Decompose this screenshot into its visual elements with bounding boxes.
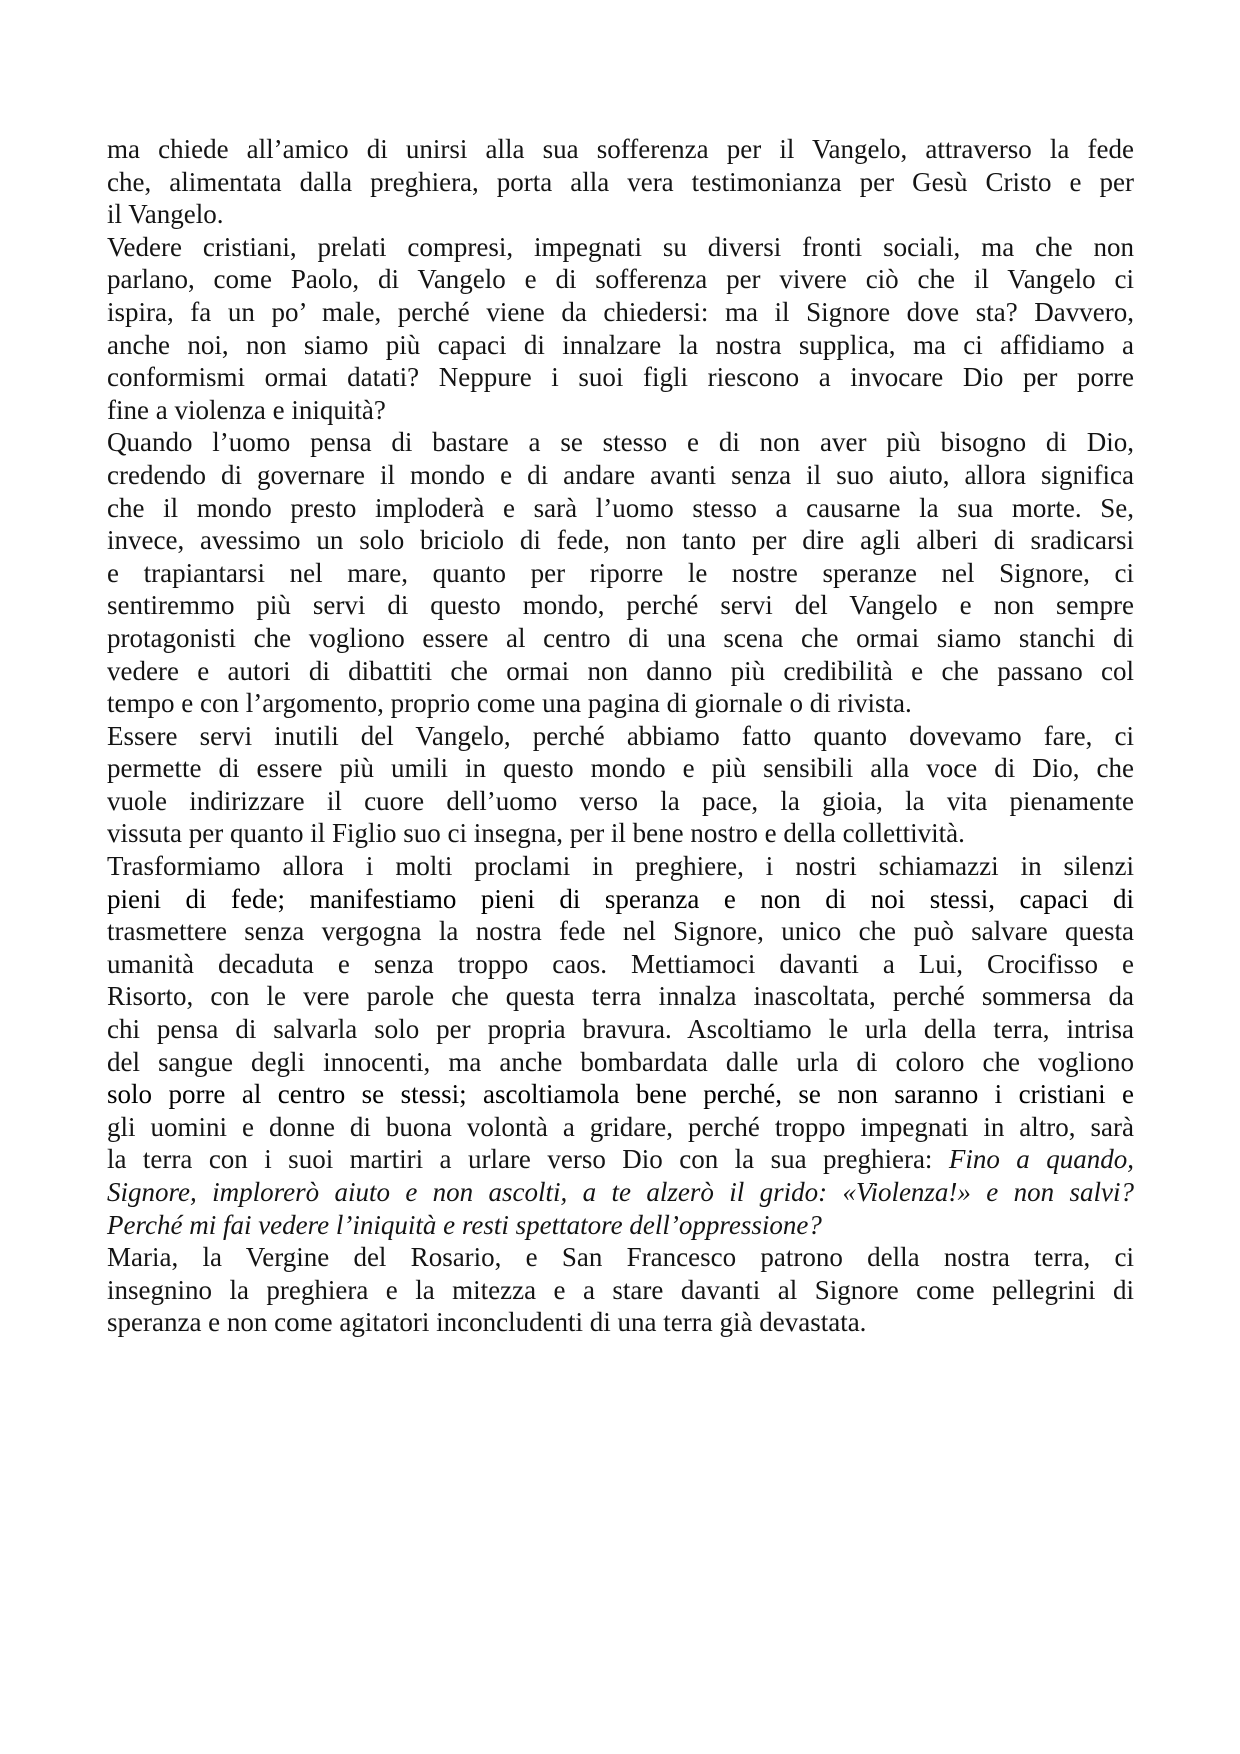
text-line: permette di essere più umili in questo mondo e più sensibili alla voce di Dio, che (107, 753, 1134, 784)
text-line: ispira, fa un po’ male, perché viene da chiedersi: ma il Signore dove sta? Davvero, (107, 296, 1134, 327)
paragraph (107, 231, 1134, 427)
text-line: Vedere cristiani, prelati compresi, impegnati su diversi fronti sociali, ma che non (107, 231, 1134, 262)
text-line: insegnino la preghiera e la mitezza e a stare davanti al Signore come pellegrini di (107, 1274, 1134, 1305)
text-line: fine a violenza e iniquità? (107, 394, 386, 425)
text-roman: la terra con i suoi martiri a urlare verso Dio con la sua preghiera: (107, 1144, 949, 1175)
text-line: Trasformiamo allora i molti proclami in preghiere, i nostri schiamazzi in silenzi (107, 851, 1134, 882)
text-line-mixed (107, 1143, 1134, 1176)
text-line: Maria, la Vergine del Rosario, e San Francesco patrono della nostra terra, ci (107, 1242, 1134, 1273)
paragraph (107, 133, 1134, 231)
text-line: che il mondo presto imploderà e sarà l’uomo stesso a causarne la sua morte. Se, (107, 492, 1134, 523)
text-line: invece, avessimo un solo briciolo di fede, non tanto per dire agli alberi di sradicarsi (107, 525, 1134, 556)
text-line: chi pensa di salvarla solo per propria bravura. Ascoltiamo le urla della terra, intrisa (107, 1014, 1134, 1045)
quote-line: Signore, implorerò aiuto e non ascolti, a te alzerò il grido: «Violenza!» e non salvi? (107, 1177, 1134, 1207)
text-line: e trapiantarsi nel mare, quanto per riporre le nostre speranze nel Signore, ci (107, 557, 1134, 588)
text-line: vedere e autori di dibattiti che ormai non danno più credibilità e che passano col (107, 655, 1134, 686)
text-line: sentiremmo più servi di questo mondo, perché servi del Vangelo e non sempre (107, 590, 1134, 621)
text-line: anche noi, non siamo più capaci di innalzare la nostra supplica, ma ci affidiamo a (107, 329, 1134, 360)
text-line: solo porre al centro se stessi; ascoltiamola bene perché, se non saranno i cristiani e (107, 1079, 1134, 1110)
text-line: Risorto, con le vere parole che questa terra innalza inascoltata, perché sommersa da (107, 981, 1134, 1012)
paragraph (107, 426, 1134, 719)
text-line: Quando l’uomo pensa di bastare a se stesso e di non aver più bisogno di Dio, (107, 427, 1134, 458)
text-line: che, alimentata dalla preghiera, porta alla vera testimonianza per Gesù Cristo e per (107, 166, 1134, 197)
quote-italic: Fino a quando, (948, 1144, 1134, 1175)
text-line: trasmettere senza vergogna la nostra fede nel Signore, unico che può salvare questa (107, 916, 1134, 947)
paragraph (107, 720, 1134, 850)
text-line: tempo e con l’argomento, proprio come una pagina di giornale o di rivista. (107, 688, 912, 719)
text-line: protagonisti che vogliono essere al centro di una scena che ormai siamo stanchi di (107, 622, 1134, 653)
quote-line: Perché mi fai vedere l’iniquità e resti spettatore dell’oppressione? (107, 1209, 822, 1240)
text-line: speranza e non come agitatori inconcludenti di una terra già devastata. (107, 1307, 867, 1338)
text-line: umanità decaduta e senza troppo caos. Mettiamoci davanti a Lui, Crocifisso e (107, 948, 1134, 979)
document-page (107, 133, 1134, 1339)
text-line: parlano, come Paolo, di Vangelo e di sofferenza per vivere ciò che il Vangelo ci (107, 264, 1134, 295)
text-line: pieni di fede; manifestiamo pieni di speranza e non di noi stessi, capaci di (107, 883, 1134, 914)
text-line: conformismi ormai datati? Neppure i suoi figli riescono a invocare Dio per porre (107, 362, 1134, 393)
paragraph (107, 850, 1134, 1241)
text-line: vissuta per quanto il Figlio suo ci insegna, per il bene nostro e della collettività. (107, 818, 965, 849)
text-line: del sangue degli innocenti, ma anche bombardata dalle urla di coloro che vogliono (107, 1046, 1134, 1077)
paragraph (107, 1241, 1134, 1339)
text-line: il Vangelo. (107, 199, 224, 230)
text-line: Essere servi inutili del Vangelo, perché abbiamo fatto quanto dovevamo fare, ci (107, 720, 1134, 751)
text-line: gli uomini e donne di buona volontà a gridare, perché troppo impegnati in altro, sarà (107, 1111, 1134, 1142)
text-line: ma chiede all’amico di unirsi alla sua sofferenza per il Vangelo, attraverso la fede (107, 134, 1134, 164)
text-line: credendo di governare il mondo e di andare avanti senza il suo aiuto, allora significa (107, 459, 1134, 490)
text-line: vuole indirizzare il cuore dell’uomo verso la pace, la gioia, la vita pienamente (107, 785, 1134, 816)
